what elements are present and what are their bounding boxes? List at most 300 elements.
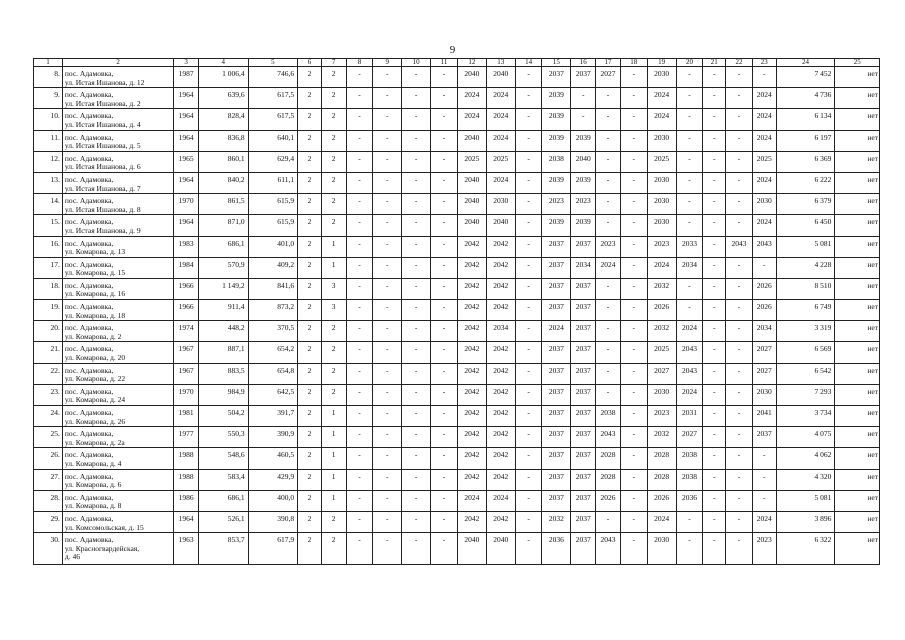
data-cell: 1988 (174, 469, 199, 490)
column-number-cell: 9 (373, 59, 402, 67)
data-cell: 2042 (457, 384, 486, 405)
data-cell: 2043 (676, 342, 703, 363)
data-cell: 2038 (676, 448, 703, 469)
row-number-cell: 15. (34, 215, 63, 236)
data-cell: 2030 (752, 194, 776, 215)
column-number-cell: 10 (402, 59, 431, 67)
data-cell: 2037 (571, 469, 596, 490)
area-cell: 860,1 (199, 151, 249, 172)
flag-cell: нет (835, 88, 880, 109)
data-cell: - (431, 88, 458, 109)
data-cell: - (726, 533, 753, 565)
address-cell: пос. Адамовка, ул. Комарова, д. 15 (62, 257, 173, 278)
data-cell: - (703, 67, 726, 88)
data-cell: - (620, 67, 647, 88)
data-cell: - (703, 278, 726, 299)
data-cell: - (726, 511, 753, 532)
row-number-cell: 19. (34, 300, 63, 321)
data-cell: - (346, 67, 373, 88)
area-cell: 409,2 (248, 257, 298, 278)
data-cell: - (373, 448, 402, 469)
column-number-cell: 25 (835, 59, 880, 67)
area-cell: 836,8 (199, 130, 249, 151)
data-cell: - (346, 448, 373, 469)
data-cell: 2042 (457, 427, 486, 448)
data-cell: 2040 (457, 215, 486, 236)
data-cell: - (703, 448, 726, 469)
data-cell: - (620, 448, 647, 469)
data-cell: - (373, 194, 402, 215)
data-cell: 2023 (596, 236, 621, 257)
data-cell: 2028 (596, 448, 621, 469)
data-cell: 2037 (571, 363, 596, 384)
data-cell: - (402, 278, 431, 299)
data-cell: - (620, 342, 647, 363)
data-cell: - (596, 363, 621, 384)
data-cell: 2 (298, 67, 322, 88)
row-number-cell: 10. (34, 109, 63, 130)
data-cell: - (515, 342, 542, 363)
data-cell: 2043 (596, 533, 621, 565)
data-cell: 2037 (571, 448, 596, 469)
area-cell: 887,1 (199, 342, 249, 363)
data-cell: - (431, 427, 458, 448)
amount-cell: 3 734 (776, 406, 835, 427)
data-cell: - (402, 448, 431, 469)
table-row (34, 67, 880, 88)
column-number-cell: 5 (248, 59, 298, 67)
data-cell: 2 (321, 172, 346, 193)
data-cell: - (515, 490, 542, 511)
column-number-cell: 18 (620, 59, 647, 67)
table-row (34, 448, 880, 469)
data-cell: - (402, 88, 431, 109)
data-cell: - (703, 427, 726, 448)
data-cell: - (373, 511, 402, 532)
column-number-cell: 24 (776, 59, 835, 67)
data-cell: 2024 (457, 88, 486, 109)
table-row (34, 363, 880, 384)
data-cell: - (373, 384, 402, 405)
data-cell: 2025 (752, 151, 776, 172)
data-cell: - (620, 533, 647, 565)
data-cell: - (703, 130, 726, 151)
data-cell: 2026 (752, 278, 776, 299)
data-cell: 2024 (486, 490, 515, 511)
column-number-cell: 14 (515, 59, 542, 67)
data-cell: 2031 (676, 406, 703, 427)
data-cell: - (515, 67, 542, 88)
data-cell: - (346, 236, 373, 257)
data-cell: - (402, 172, 431, 193)
data-cell: - (373, 490, 402, 511)
data-cell: 2032 (647, 427, 676, 448)
data-cell: 2 (298, 321, 322, 342)
data-cell: 2042 (486, 511, 515, 532)
flag-cell: нет (835, 194, 880, 215)
row-number-cell: 23. (34, 384, 63, 405)
data-cell: - (726, 172, 753, 193)
row-number-cell: 12. (34, 151, 63, 172)
data-cell: - (515, 215, 542, 236)
data-cell: - (703, 363, 726, 384)
data-cell: 2 (298, 511, 322, 532)
area-cell: 840,2 (199, 172, 249, 193)
data-cell: 1967 (174, 363, 199, 384)
data-cell: - (402, 215, 431, 236)
data-cell: 2037 (571, 490, 596, 511)
column-number-cell: 22 (726, 59, 753, 67)
data-cell: - (726, 427, 753, 448)
data-cell: 2 (298, 469, 322, 490)
data-cell: 2027 (676, 427, 703, 448)
area-cell: 1 006,4 (199, 67, 249, 88)
data-cell: - (703, 406, 726, 427)
area-cell: 654,2 (248, 342, 298, 363)
data-cell: 2037 (571, 236, 596, 257)
row-number-cell: 8. (34, 67, 63, 88)
data-cell: 2042 (457, 342, 486, 363)
data-cell: - (596, 172, 621, 193)
amount-cell: 3 319 (776, 321, 835, 342)
data-cell: - (515, 427, 542, 448)
data-cell: 2042 (486, 278, 515, 299)
data-cell: 2039 (542, 215, 571, 236)
row-number-cell: 11. (34, 130, 63, 151)
data-cell: 2040 (571, 151, 596, 172)
data-cell: - (703, 321, 726, 342)
data-cell: 2037 (542, 363, 571, 384)
address-cell: пос. Адамовка, ул. Комарова, д. 16 (62, 278, 173, 299)
data-cell: 2037 (542, 236, 571, 257)
area-cell: 370,5 (248, 321, 298, 342)
data-cell: 2027 (752, 342, 776, 363)
data-cell: - (431, 257, 458, 278)
data-cell: - (346, 406, 373, 427)
data-cell: - (726, 469, 753, 490)
data-cell: - (431, 172, 458, 193)
column-number-cell: 3 (174, 59, 199, 67)
data-cell: - (346, 342, 373, 363)
data-cell: 2026 (647, 300, 676, 321)
data-cell: 2042 (486, 236, 515, 257)
data-cell: 2040 (486, 215, 515, 236)
data-cell: - (596, 151, 621, 172)
data-cell: - (515, 109, 542, 130)
data-cell: 2033 (676, 236, 703, 257)
area-cell: 550,3 (199, 427, 249, 448)
table-row (34, 278, 880, 299)
amount-cell: 6 569 (776, 342, 835, 363)
data-cell: 1967 (174, 342, 199, 363)
data-cell: - (373, 172, 402, 193)
data-cell: - (726, 321, 753, 342)
data-cell: - (402, 427, 431, 448)
data-cell: 2032 (647, 278, 676, 299)
data-cell: - (676, 130, 703, 151)
area-cell: 448,2 (199, 321, 249, 342)
data-cell: 2027 (647, 363, 676, 384)
data-cell: 2042 (486, 384, 515, 405)
data-cell: 2042 (457, 469, 486, 490)
data-cell: - (431, 511, 458, 532)
data-cell: 2039 (542, 130, 571, 151)
data-cell: 2024 (486, 109, 515, 130)
table-row (34, 172, 880, 193)
data-cell: - (515, 469, 542, 490)
flag-cell: нет (835, 533, 880, 565)
data-cell: 2024 (647, 88, 676, 109)
flag-cell: нет (835, 130, 880, 151)
data-cell: 2042 (457, 278, 486, 299)
address-cell: пос. Адамовка, ул. Комарова, д. 2а (62, 427, 173, 448)
row-number-cell: 13. (34, 172, 63, 193)
column-number-cell: 1 (34, 59, 63, 67)
area-cell: 615,9 (248, 194, 298, 215)
data-cell: - (596, 384, 621, 405)
data-cell: - (676, 278, 703, 299)
data-cell: 2042 (486, 469, 515, 490)
area-cell: 548,6 (199, 448, 249, 469)
area-cell: 686,1 (199, 236, 249, 257)
data-cell: 2030 (647, 130, 676, 151)
amount-cell: 6 542 (776, 363, 835, 384)
data-cell: - (620, 490, 647, 511)
column-number-cell: 19 (647, 59, 676, 67)
data-cell: - (431, 300, 458, 321)
data-cell: - (402, 321, 431, 342)
data-cell: - (726, 130, 753, 151)
row-number-cell: 17. (34, 257, 63, 278)
data-cell: 2027 (752, 363, 776, 384)
table-row (34, 469, 880, 490)
address-cell: пос. Адамовка, ул. Истая Ишанова, д. 7 (62, 172, 173, 193)
data-cell: - (402, 363, 431, 384)
data-cell: 1 (321, 236, 346, 257)
area-cell: 883,5 (199, 363, 249, 384)
data-cell: 3 (321, 300, 346, 321)
data-cell: 1963 (174, 533, 199, 565)
area-cell: 640,1 (248, 130, 298, 151)
address-cell: пос. Адамовка, ул. Комарова, д. 20 (62, 342, 173, 363)
data-cell: 2037 (542, 384, 571, 405)
data-cell: 2040 (486, 67, 515, 88)
data-cell: 2024 (486, 130, 515, 151)
area-cell: 686,1 (199, 490, 249, 511)
data-cell: - (431, 321, 458, 342)
data-cell: - (373, 278, 402, 299)
data-cell: - (726, 448, 753, 469)
data-cell: - (703, 469, 726, 490)
data-cell: 1 (321, 469, 346, 490)
data-cell: 2034 (486, 321, 515, 342)
data-cell: - (676, 194, 703, 215)
data-cell: 1986 (174, 490, 199, 511)
data-cell: 2023 (752, 533, 776, 565)
data-cell: - (402, 406, 431, 427)
data-cell: 2 (298, 427, 322, 448)
data-cell: 2024 (676, 384, 703, 405)
data-cell: - (620, 130, 647, 151)
data-cell: 2037 (542, 406, 571, 427)
amount-cell: 4 736 (776, 88, 835, 109)
amount-cell: 6 197 (776, 130, 835, 151)
data-cell: 2025 (647, 151, 676, 172)
data-cell: 2034 (752, 321, 776, 342)
data-cell: 2 (298, 278, 322, 299)
table-row (34, 511, 880, 532)
data-cell: - (515, 321, 542, 342)
data-cell: 2024 (676, 321, 703, 342)
data-cell: - (515, 130, 542, 151)
data-cell: - (431, 448, 458, 469)
data-cell: - (596, 342, 621, 363)
data-cell: - (620, 88, 647, 109)
data-cell: 2026 (752, 300, 776, 321)
amount-cell: 6 322 (776, 533, 835, 565)
address-cell: пос. Адамовка, ул. Комсомольская, д. 15 (62, 511, 173, 532)
data-cell: - (346, 533, 373, 565)
data-cell: 2024 (542, 321, 571, 342)
data-cell: 2037 (542, 300, 571, 321)
data-cell: 1987 (174, 67, 199, 88)
data-cell: - (752, 448, 776, 469)
data-cell: 1988 (174, 448, 199, 469)
data-cell: - (571, 109, 596, 130)
area-cell: 861,5 (199, 194, 249, 215)
column-number-cell: 6 (298, 59, 322, 67)
data-cell: - (596, 215, 621, 236)
data-cell: 2040 (457, 533, 486, 565)
data-cell: - (515, 278, 542, 299)
data-cell: 1966 (174, 278, 199, 299)
data-cell: 2043 (676, 363, 703, 384)
flag-cell: нет (835, 151, 880, 172)
data-cell: - (703, 511, 726, 532)
data-cell: - (515, 194, 542, 215)
data-cell: - (752, 469, 776, 490)
data-cell: - (431, 342, 458, 363)
row-number-cell: 27. (34, 469, 63, 490)
data-cell: - (346, 172, 373, 193)
amount-cell: 6 222 (776, 172, 835, 193)
data-cell: - (431, 109, 458, 130)
data-cell: 2030 (647, 215, 676, 236)
data-cell: - (676, 88, 703, 109)
data-cell: 2037 (752, 427, 776, 448)
data-cell: - (676, 67, 703, 88)
data-cell: - (620, 172, 647, 193)
data-cell: - (703, 109, 726, 130)
data-cell: - (402, 511, 431, 532)
column-number-cell: 2 (62, 59, 173, 67)
data-cell: 2024 (752, 511, 776, 532)
data-cell: 2 (321, 151, 346, 172)
flag-cell: нет (835, 469, 880, 490)
data-cell: - (515, 236, 542, 257)
area-cell: 1 149,2 (199, 278, 249, 299)
flag-cell: нет (835, 215, 880, 236)
data-cell: 2037 (571, 511, 596, 532)
data-cell: - (431, 406, 458, 427)
data-cell: 2040 (457, 130, 486, 151)
data-cell: 1964 (174, 109, 199, 130)
data-cell: - (515, 172, 542, 193)
data-cell: 2 (298, 384, 322, 405)
data-cell: - (752, 490, 776, 511)
data-cell: - (596, 321, 621, 342)
data-cell: - (676, 533, 703, 565)
data-cell: 2024 (486, 172, 515, 193)
area-cell: 391,7 (248, 406, 298, 427)
data-cell: 1970 (174, 384, 199, 405)
data-cell: - (373, 321, 402, 342)
data-cell: 2 (298, 215, 322, 236)
data-cell: 2037 (542, 490, 571, 511)
data-cell: 2024 (752, 109, 776, 130)
data-cell: - (596, 130, 621, 151)
data-cell: 2023 (647, 236, 676, 257)
data-cell: - (431, 469, 458, 490)
data-cell: - (346, 278, 373, 299)
row-number-cell: 14. (34, 194, 63, 215)
amount-cell: 6 749 (776, 300, 835, 321)
data-cell: 2 (321, 130, 346, 151)
table-row (34, 88, 880, 109)
column-number-row (34, 59, 880, 67)
data-cell: - (726, 67, 753, 88)
data-cell: 2037 (542, 257, 571, 278)
data-cell: 1983 (174, 236, 199, 257)
data-cell: - (726, 384, 753, 405)
data-cell: 2042 (486, 448, 515, 469)
data-cell: - (752, 67, 776, 88)
data-cell: 2039 (542, 109, 571, 130)
data-cell: - (373, 363, 402, 384)
data-cell: 2039 (571, 130, 596, 151)
area-cell: 639,6 (199, 88, 249, 109)
data-cell: - (515, 300, 542, 321)
data-cell: - (373, 88, 402, 109)
data-cell: - (726, 215, 753, 236)
data-cell: - (346, 109, 373, 130)
data-cell: - (620, 257, 647, 278)
data-cell: - (402, 194, 431, 215)
data-cell: - (703, 236, 726, 257)
data-cell: 2036 (542, 533, 571, 565)
table-row (34, 151, 880, 172)
data-cell: 2042 (457, 448, 486, 469)
data-cell: - (373, 300, 402, 321)
data-cell: 1 (321, 427, 346, 448)
data-cell: - (676, 151, 703, 172)
data-cell: 2043 (596, 427, 621, 448)
data-cell: 2030 (647, 384, 676, 405)
column-number-cell: 13 (486, 59, 515, 67)
data-cell: 1970 (174, 194, 199, 215)
address-cell: пос. Адамовка, ул. Комарова, д. 6 (62, 469, 173, 490)
data-cell: - (726, 300, 753, 321)
row-number-cell: 29. (34, 511, 63, 532)
data-cell: - (726, 490, 753, 511)
column-number-cell: 4 (199, 59, 249, 67)
flag-cell: нет (835, 67, 880, 88)
data-cell: 2032 (542, 511, 571, 532)
data-cell: - (620, 363, 647, 384)
data-cell: 2037 (542, 469, 571, 490)
table-row (34, 300, 880, 321)
area-cell: 841,6 (248, 278, 298, 299)
